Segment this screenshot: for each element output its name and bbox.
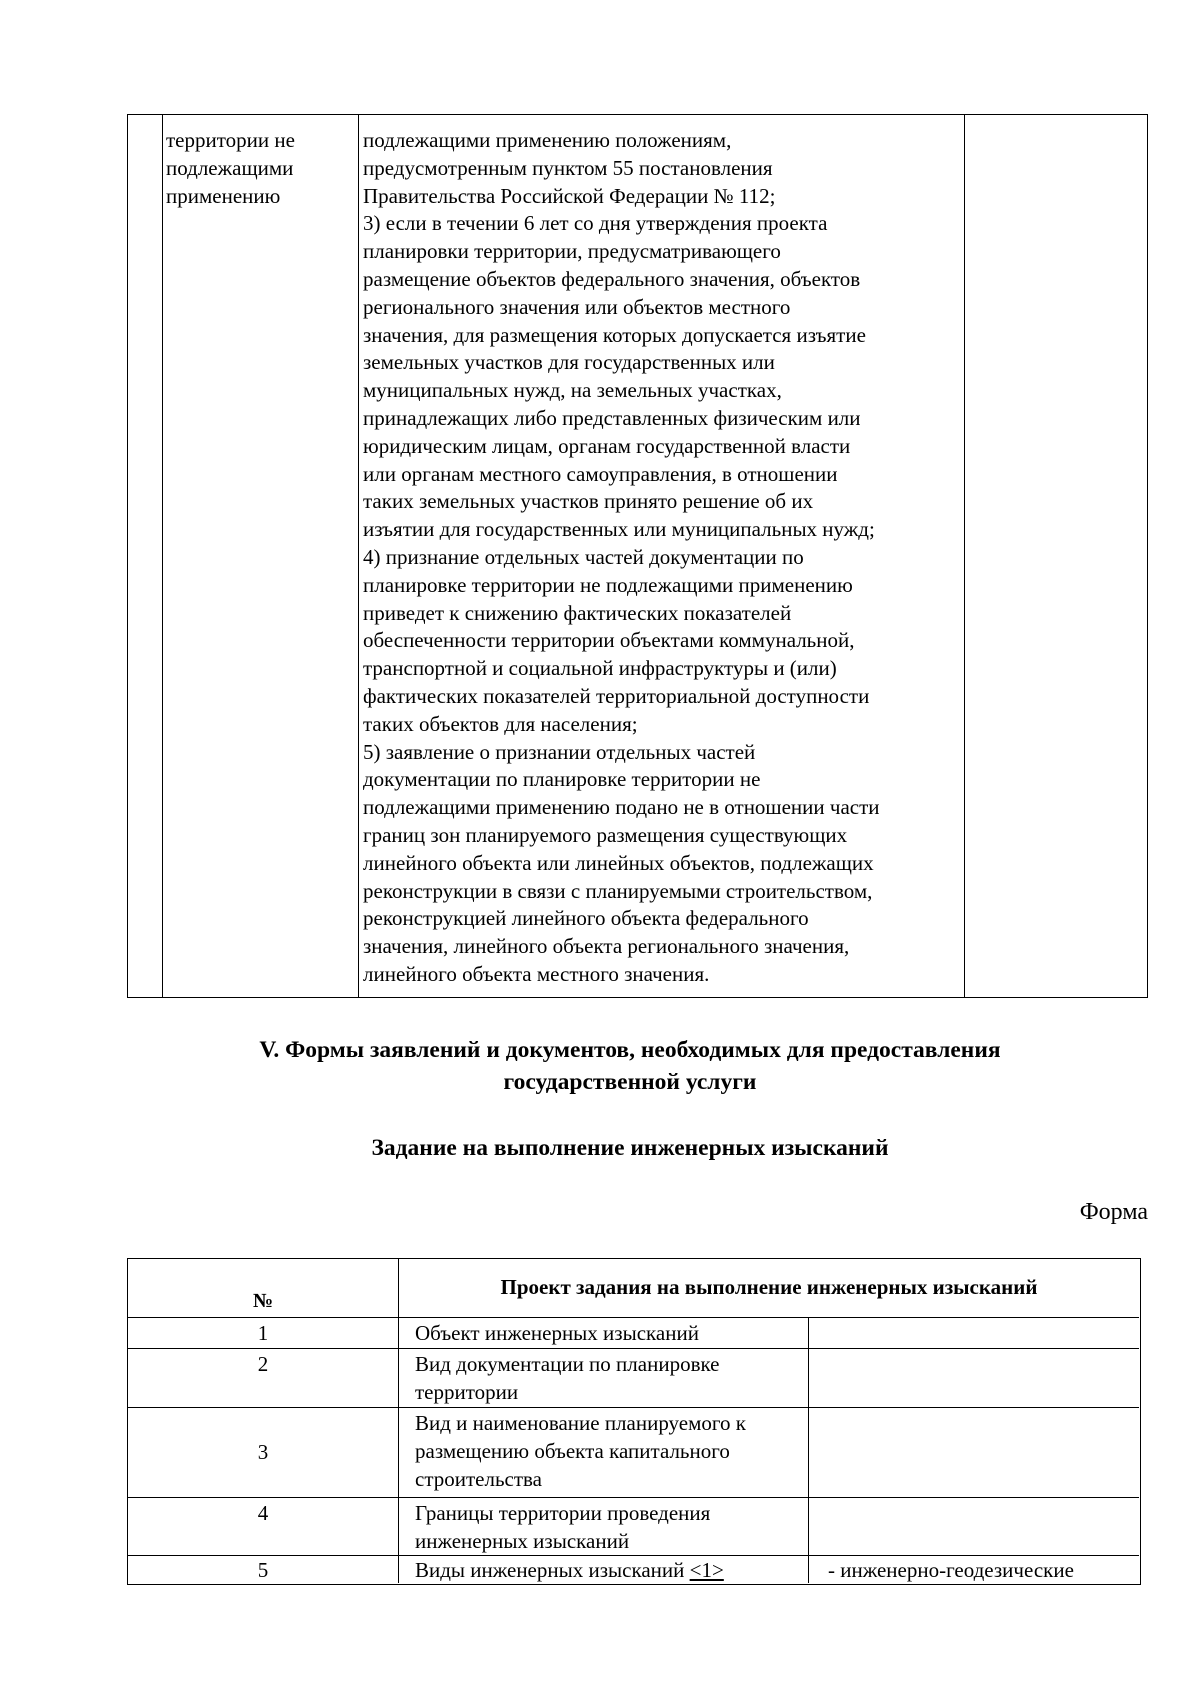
- row-label: [415, 1350, 805, 1406]
- text-line: транспортной и социальной инфраструктуры и (или): [363, 656, 837, 681]
- text-line: значения, для размещения которых допускается изъятие: [363, 322, 866, 347]
- header-number: №: [252, 1290, 274, 1312]
- text-line: Объект инженерных изысканий: [415, 1321, 699, 1345]
- row-label: [415, 1556, 805, 1584]
- text-line: строительства: [415, 1467, 543, 1491]
- text-line: приведет к снижению фактических показателей: [363, 600, 792, 625]
- row-label: [415, 1409, 805, 1493]
- row-number: 3: [257, 1440, 269, 1464]
- form-title: Задание на выполнение инженерных изысканий: [371, 1135, 889, 1161]
- row-label: [415, 1319, 805, 1347]
- text-line: документации по планировке территории не: [363, 767, 761, 792]
- section-heading: [100, 1034, 1160, 1098]
- text-line: принадлежащих либо представленных физическим или: [363, 405, 861, 430]
- text-line: Правительства Российской Федерации № 112;: [363, 183, 776, 208]
- row-divider: [128, 1497, 1139, 1498]
- row-value: - инженерно-геодезические: [828, 1558, 1074, 1582]
- criterion-name-cell: [166, 127, 326, 210]
- text-line: территории не: [166, 128, 295, 152]
- form-table: [127, 1258, 1141, 1585]
- text-line: 3) если в течении 6 лет со дня утверждения проекта: [363, 211, 828, 236]
- column-divider: [358, 115, 359, 997]
- text-line: инженерных изысканий: [415, 1529, 630, 1553]
- criterion-description-cell: [363, 127, 963, 989]
- text-line: Виды инженерных изысканий: [415, 1558, 690, 1582]
- text-line: фактических показателей территориальной доступности: [363, 683, 870, 708]
- text-line: или органам местного самоуправления, в отношении: [363, 461, 838, 486]
- text-line: предусмотренным пунктом 55 постановления: [363, 155, 773, 180]
- form-label: Форма: [1079, 1199, 1148, 1225]
- text-line: таких земельных участков принято решение об их: [363, 489, 814, 514]
- text-line: значения, линейного объекта регионального значения,: [363, 934, 850, 959]
- text-line: изъятии для государственных или муниципальных нужд;: [363, 517, 875, 542]
- text-line: применению: [166, 183, 281, 208]
- row-divider: [128, 1407, 1139, 1408]
- row-divider: [128, 1317, 1139, 1318]
- text-line: линейного объекта местного значения.: [363, 961, 710, 986]
- row-label: [415, 1499, 805, 1555]
- text-line: таких объектов для населения;: [363, 711, 638, 736]
- text-line: планировке территории не подлежащими применению: [363, 572, 853, 597]
- row-number: 2: [257, 1352, 269, 1376]
- column-divider: [808, 1317, 809, 1583]
- text-line: подлежащими: [166, 155, 294, 180]
- text-line: юридическим лицам, органам государственной власти: [363, 433, 851, 458]
- text-line: подлежащими применению положениям,: [363, 128, 732, 152]
- text-line: регионального значения или объектов местного: [363, 294, 791, 319]
- text-line: земельных участков для государственных или: [363, 350, 775, 375]
- text-line: границ зон планируемого размещения существующих: [363, 822, 848, 847]
- text-line: подлежащими применению подано не в отношении части: [363, 795, 880, 820]
- column-divider: [398, 1259, 399, 1583]
- text-line: обеспеченности территории объектами коммунальной,: [363, 628, 855, 653]
- row-number: 4: [257, 1501, 269, 1525]
- row-divider: [128, 1348, 1139, 1349]
- text-line: размещению объекта капитального: [415, 1439, 730, 1463]
- text-line: реконструкции в связи с планируемыми строительством,: [363, 878, 873, 903]
- text-line: Вид документации по планировке: [415, 1352, 720, 1376]
- text-line: линейного объекта или линейных объектов, подлежащих: [363, 850, 874, 875]
- text-line: размещение объектов федерального значения, объектов: [363, 266, 861, 291]
- header-title: Проект задания на выполнение инженерных изысканий: [500, 1275, 1038, 1299]
- text-line: планировки территории, предусматривающего: [363, 239, 781, 264]
- row-number: 5: [257, 1558, 269, 1582]
- column-divider: [162, 115, 163, 997]
- text-line: Границы территории проведения: [415, 1501, 711, 1525]
- heading-line: V. Формы заявлений и документов, необходимых для предоставления: [259, 1037, 1001, 1063]
- text-line: территории: [415, 1380, 519, 1404]
- row-number: 1: [257, 1321, 269, 1345]
- footnote-link[interactable]: <1>: [689, 1558, 724, 1582]
- column-divider: [964, 115, 965, 997]
- text-line: 4) признание отдельных частей документации по: [363, 544, 804, 569]
- text-line: реконструкцией линейного объекта федерального: [363, 906, 809, 931]
- continuation-table: [127, 114, 1148, 998]
- text-line: 5) заявление о признании отдельных частей: [363, 739, 756, 764]
- text-line: муниципальных нужд, на земельных участках,: [363, 378, 782, 403]
- text-line: Вид и наименование планируемого к: [415, 1411, 746, 1435]
- heading-line: государственной услуги: [503, 1069, 757, 1095]
